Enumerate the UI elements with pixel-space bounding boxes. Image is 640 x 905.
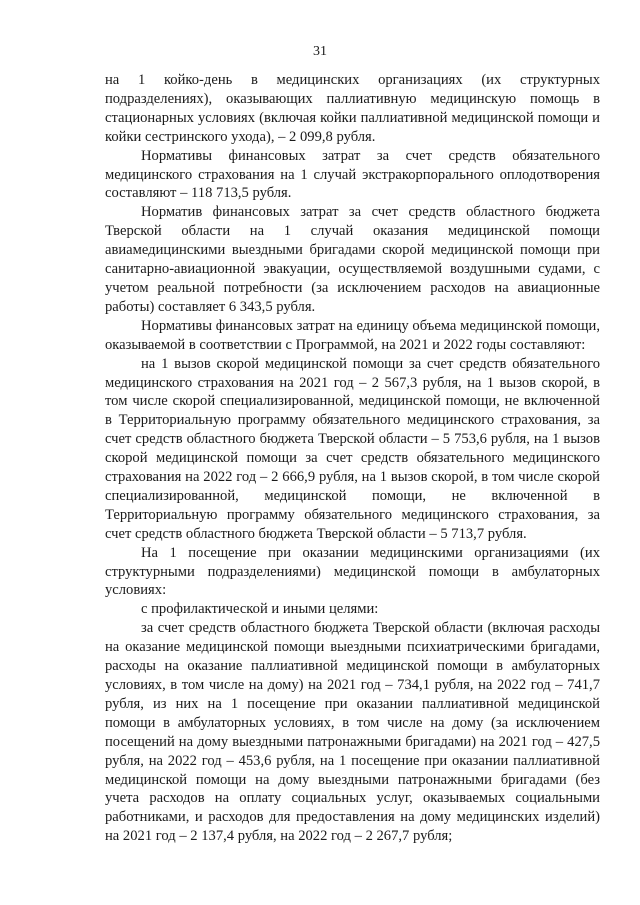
- document-body: [105, 71, 600, 846]
- page-number: 31: [313, 44, 327, 59]
- paragraph-outpatient-visit-intro: На 1 посещение при оказании медицинскими организациями (их структурными подразделениями) медицинской помощи в амбулаторных условиях:: [105, 544, 600, 599]
- paragraph-palliative-bed-day: на 1 койко-день в медицинских организациях (их структурных подразделениях), оказывающих паллиативную медицинскую помощь в стационарных условиях (включая койки паллиативной медицинской помощи и койки сестринского ухода), – 2 099,8 рубля.: [105, 72, 600, 145]
- paragraph-ivf-cost: Нормативы финансовых затрат за счет средств обязательного медицинского страхования на 1 случай экстракорпорального оплодотворения составляют – 118 713,5 рубля.: [105, 147, 600, 202]
- paragraph-emergency-call-cost: на 1 вызов скорой медицинской помощи за счет средств обязательного медицинского страхования на 2021 год – 2 567,3 рубля, на 1 вызов скорой, в том числе скорой специализированной, медицинской помощи, не включенной в Территориальную программу обязательного медицинского страхования, за счет средств областного бюджета Тверской области – 5 753,6 рубля, на 1 вызов скорой медицинской помощи за счет средств обязательного медицинского страхования на 2022 год – 2 666,9 рубля, на 1 вызов скорой, в том числе скорой специализированной, медицинской помощи, не включенной в Территориальную программу обязательного медицинского страхования, за счет средств областного бюджета Тверской области – 5 713,7 рубля.: [105, 355, 600, 542]
- paragraph-preventive-purposes: с профилактической и иными целями:: [141, 601, 379, 618]
- paragraph-regional-budget-visits: за счет средств областного бюджета Тверской области (включая расходы на оказание медицинской помощи выездными психиатрическими бригадами, расходы на оказание паллиативной медицинской помощи в амбулаторных условиях, в том числе на дому) на 2021 год – 734,1 рубля, на 2022 год – 741,7 рубля, из них на 1 посещение при оказании паллиативной медицинской помощи в амбулаторных условиях, в том числе на дому (за исключением посещений на дому выездными патронажными бригадами) на 2021 год – 427,5 рубля, на 2022 год – 453,6 рубля, на 1 посещение при оказании паллиативной медицинской помощи на дому выездными патронажными бригадами (без учета расходов на оплату социальных услуг, оказываемых социальными работниками, и расходов для предоставления на дому медицинских изделий) на 2021 год – 2 137,4 рубля, на 2022 год – 2 267,7 рубля;: [105, 620, 600, 845]
- paragraph-cost-norms-intro: Нормативы финансовых затрат на единицу объема медицинской помощи, оказываемой в соответствии с Программой, на 2021 и 2022 годы составляют:: [105, 317, 600, 353]
- paragraph-air-ambulance-cost: Норматив финансовых затрат за счет средств областного бюджета Тверской области на 1 случай оказания медицинской помощи авиамедицинскими выездными бригадами скорой медицинской помощи при санитарно-авиационной эвакуации, осуществляемой воздушными судами, с учетом реальной потребности (за исключением расходов на авиационные работы) составляет 6 343,5 рубля.: [105, 204, 600, 315]
